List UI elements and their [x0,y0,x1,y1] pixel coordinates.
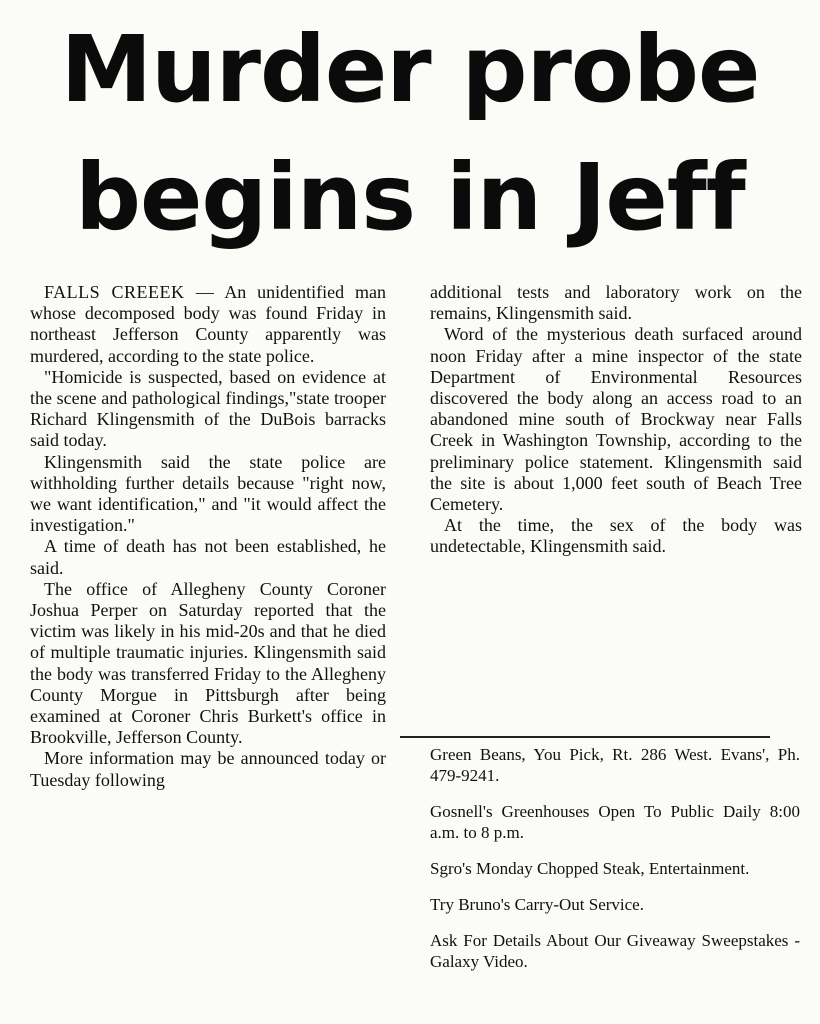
classified-ads [430,744,800,987]
article-column-right [430,282,802,558]
headline-line-2: begins in Jeff [75,144,745,251]
article-paragraph: additional tests and laboratory work on the remains, Klingensmith said. [430,282,802,324]
article-paragraph-text: An unidentified man whose decomposed body was found Friday in northeast Jefferson County apparently was murdered, according to the state police. [30,282,387,366]
article-paragraph: A time of death has not been established, he said. [30,536,386,578]
article-column-left [30,282,386,791]
article-paragraph: At the time, the sex of the body was undetectable, Klingensmith said. [430,515,802,557]
article-paragraph [30,282,386,367]
article-paragraph: Word of the mysterious death surfaced around noon Friday after a mine inspector of the state Department of Environmental Resources discovered the body along an access road to an abandoned mine south of Brockway near Falls Creek in Washington Township, according to the preliminary police statement. Klingensmith said the site is about 1,000 feet south of Beach Tree Cemetery. [430,324,802,515]
headline [0,6,820,262]
classified-ad: Ask For Details About Our Giveaway Sweepstakes - Galaxy Video. [430,931,800,971]
headline-line-1: Murder probe [60,16,760,123]
article-paragraph: The office of Allegheny County Coroner Joshua Perper on Saturday reported that the victim was likely in his mid-20s and that he died of multiple traumatic injuries. Klingensmith said the body was transferred Friday to the Allegheny County Morgue in Pittsburgh after being examined at Coroner Chris Burkett's office in Brookville, Jefferson County. [30,578,386,748]
article-paragraph: "Homicide is suspected, based on evidence at the scene and pathological findings,"state trooper Richard Klingensmith of the DuBois barracks said today. [30,366,386,451]
article-paragraph: More information may be announced today or Tuesday following [30,748,386,790]
article-paragraph: Klingensmith said the state police are withholding further details because "right now, we want identification," and "it would affect the investigation." [30,451,386,536]
classified-ad: Gosnell's Greenhouses Open To Public Daily 8:00 a.m. to 8 p.m. [430,802,800,842]
classified-ad: Green Beans, You Pick, Rt. 286 West. Evans', Ph. 479-9241. [430,745,800,785]
ad-divider-rule [400,736,770,738]
classified-ad: Sgro's Monday Chopped Steak, Entertainment. [430,859,750,878]
dateline: FALLS CREEEK — [44,282,215,302]
classified-ad: Try Bruno's Carry-Out Service. [430,895,644,914]
